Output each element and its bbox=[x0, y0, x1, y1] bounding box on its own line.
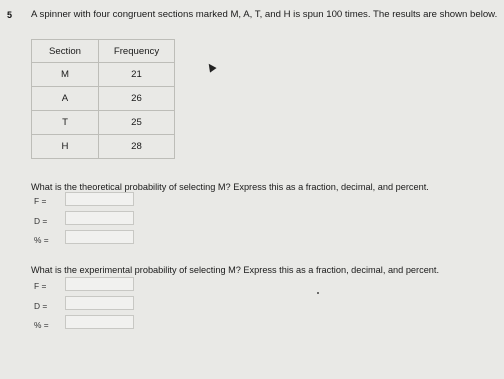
stray-dot bbox=[317, 292, 319, 294]
column-header-frequency: Frequency bbox=[99, 40, 175, 63]
section-cell: M bbox=[32, 63, 99, 87]
decimal-label: D = bbox=[34, 301, 48, 311]
mouse-pointer-icon bbox=[205, 61, 216, 72]
table-header-row bbox=[32, 40, 175, 63]
frequency-cell: 21 bbox=[99, 63, 175, 87]
column-header-section: Section bbox=[32, 40, 99, 63]
section-cell: A bbox=[32, 87, 99, 111]
table-row bbox=[32, 63, 175, 87]
experimental-percent-input[interactable] bbox=[65, 315, 134, 329]
section-cell: H bbox=[32, 135, 99, 159]
table-row bbox=[32, 135, 175, 159]
fraction-label: F = bbox=[34, 196, 47, 206]
theoretical-decimal-input[interactable] bbox=[65, 211, 134, 225]
frequency-cell: 25 bbox=[99, 111, 175, 135]
frequency-cell: 28 bbox=[99, 135, 175, 159]
frequency-cell: 26 bbox=[99, 87, 175, 111]
table-row bbox=[32, 87, 175, 111]
experimental-question: What is the experimental probability of selecting M? Express this as a fraction, decimal, and percent. bbox=[31, 265, 440, 275]
question-prompt: A spinner with four congruent sections marked M, A, T, and H is spun 100 times. The results are shown below. bbox=[31, 9, 498, 20]
theoretical-percent-input[interactable] bbox=[65, 230, 134, 244]
table-row bbox=[32, 111, 175, 135]
experimental-fraction-input[interactable] bbox=[65, 277, 134, 291]
decimal-label: D = bbox=[34, 216, 48, 226]
frequency-table bbox=[31, 39, 175, 159]
question-number: 5 bbox=[7, 10, 13, 20]
theoretical-fraction-input[interactable] bbox=[65, 192, 134, 206]
percent-label: % = bbox=[34, 235, 49, 245]
experimental-decimal-input[interactable] bbox=[65, 296, 134, 310]
section-cell: T bbox=[32, 111, 99, 135]
theoretical-question: What is the theoretical probability of selecting M? Express this as a fraction, decimal, and percent. bbox=[31, 182, 429, 192]
fraction-label: F = bbox=[34, 281, 47, 291]
percent-label: % = bbox=[34, 320, 49, 330]
